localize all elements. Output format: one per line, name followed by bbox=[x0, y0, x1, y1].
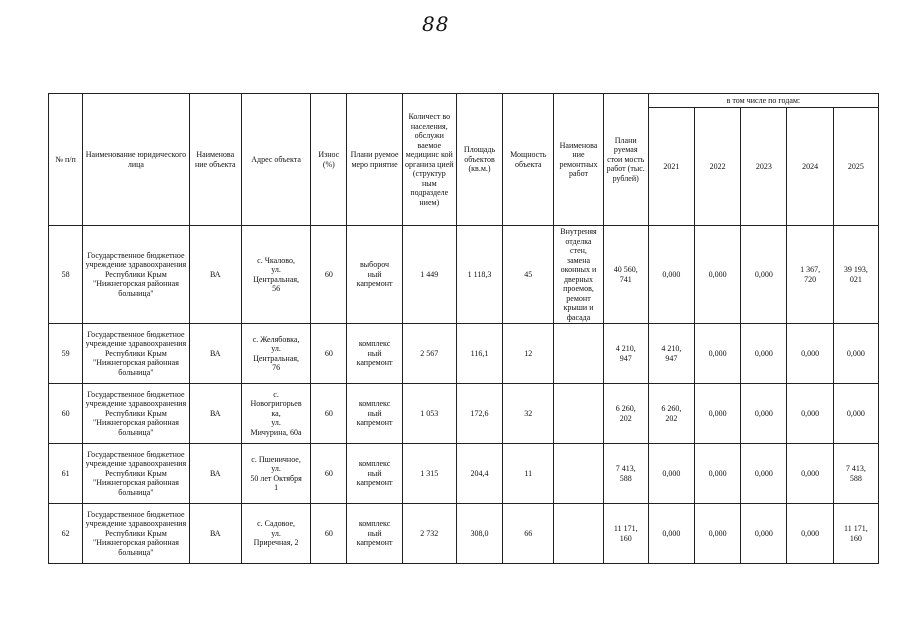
cell-year-2021: 0,000 bbox=[648, 444, 694, 504]
header-wear: Износ (%) bbox=[311, 94, 347, 226]
cell-object-name: ВА bbox=[189, 504, 241, 564]
cell-wear: 60 bbox=[311, 504, 347, 564]
cell-capacity: 11 bbox=[503, 444, 554, 504]
cell-year-2024: 0,000 bbox=[787, 444, 833, 504]
cell-repair-name: Внутреняя отделка стен, замена оконных и дверных проемов, ремонт крыши и фасада bbox=[554, 226, 603, 324]
header-capacity: Мощность объекта bbox=[503, 94, 554, 226]
cell-year-2025: 11 171, 160 bbox=[833, 504, 878, 564]
cell-measure: комплекс ный капремонт bbox=[347, 324, 402, 384]
header-year: 2022 bbox=[695, 108, 741, 226]
page-number: 88 bbox=[422, 12, 450, 36]
cell-address: с. Пшеничное, ул. 50 лет Октября 1 bbox=[241, 444, 310, 504]
cell-wear: 60 bbox=[311, 384, 347, 444]
cell-address: с. Садовое, ул. Приречная, 2 bbox=[241, 504, 310, 564]
cell-year-2024: 0,000 bbox=[787, 324, 833, 384]
cell-repair-name bbox=[554, 504, 603, 564]
cell-year-2022: 0,000 bbox=[695, 504, 741, 564]
cell-object-name: ВА bbox=[189, 384, 241, 444]
cell-population: 2 567 bbox=[402, 324, 456, 384]
header-num: № п/п bbox=[49, 94, 83, 226]
cell-org: Государственное бюджетное учреждение здравоохранения Республики Крым "Нижнегорская районная больница" bbox=[83, 444, 190, 504]
cell-cost: 40 560, 741 bbox=[603, 226, 648, 324]
cell-org: Государственное бюджетное учреждение здравоохранения Республики Крым "Нижнегорская районная больница" bbox=[83, 384, 190, 444]
cell-address: с. Чкалово, ул. Центральная, 56 bbox=[241, 226, 310, 324]
cell-year-2021: 0,000 bbox=[648, 504, 694, 564]
cell-area: 1 118,3 bbox=[456, 226, 502, 324]
header-org: Наименование юридического лица bbox=[83, 94, 190, 226]
header-year: 2021 bbox=[648, 108, 694, 226]
cell-year-2025: 0,000 bbox=[833, 324, 878, 384]
cell-population: 1 053 bbox=[402, 384, 456, 444]
cell-year-2025: 39 193, 021 bbox=[833, 226, 878, 324]
header-measure: Плани руемое меро приятие bbox=[347, 94, 402, 226]
cell-repair-name bbox=[554, 324, 603, 384]
cell-year-2021: 4 210, 947 bbox=[648, 324, 694, 384]
cell-object-name: ВА bbox=[189, 226, 241, 324]
cell-object-name: ВА bbox=[189, 324, 241, 384]
cell-measure: комплекс ный капремонт bbox=[347, 444, 402, 504]
cell-num: 61 bbox=[49, 444, 83, 504]
header-by-years: в том числе по годам: bbox=[648, 94, 878, 108]
cell-cost: 6 260, 202 bbox=[603, 384, 648, 444]
cell-area: 308,0 bbox=[456, 504, 502, 564]
cell-year-2024: 0,000 bbox=[787, 504, 833, 564]
repair-plan-table bbox=[48, 93, 879, 564]
cell-num: 60 bbox=[49, 384, 83, 444]
cell-num: 59 bbox=[49, 324, 83, 384]
cell-wear: 60 bbox=[311, 444, 347, 504]
cell-year-2022: 0,000 bbox=[695, 384, 741, 444]
cell-year-2021: 6 260, 202 bbox=[648, 384, 694, 444]
cell-year-2025: 0,000 bbox=[833, 384, 878, 444]
table-row bbox=[49, 324, 879, 384]
cell-repair-name bbox=[554, 444, 603, 504]
cell-year-2023: 0,000 bbox=[741, 444, 787, 504]
cell-area: 116,1 bbox=[456, 324, 502, 384]
cell-year-2023: 0,000 bbox=[741, 384, 787, 444]
cell-num: 58 bbox=[49, 226, 83, 324]
header-population: Количест во населения, обслужи ваемое медицинс кой организа цией (структур ным подразделе нием) bbox=[402, 94, 456, 226]
header-object-name: Наименова ние объекта bbox=[189, 94, 241, 226]
cell-year-2022: 0,000 bbox=[695, 324, 741, 384]
cell-capacity: 66 bbox=[503, 504, 554, 564]
cell-year-2022: 0,000 bbox=[695, 444, 741, 504]
cell-year-2024: 1 367, 720 bbox=[787, 226, 833, 324]
cell-org: Государственное бюджетное учреждение здравоохранения Республики Крым "Нижнегорская районная больница" bbox=[83, 324, 190, 384]
cell-year-2023: 0,000 bbox=[741, 504, 787, 564]
cell-org: Государственное бюджетное учреждение здравоохранения Республики Крым "Нижнегорская районная больница" bbox=[83, 504, 190, 564]
table-row bbox=[49, 384, 879, 444]
cell-wear: 60 bbox=[311, 226, 347, 324]
cell-population: 2 732 bbox=[402, 504, 456, 564]
cell-measure: комплекс ный капремонт bbox=[347, 384, 402, 444]
cell-measure: выбороч ный капремонт bbox=[347, 226, 402, 324]
cell-num: 62 bbox=[49, 504, 83, 564]
cell-measure: комплекс ный капремонт bbox=[347, 504, 402, 564]
cell-population: 1 449 bbox=[402, 226, 456, 324]
cell-population: 1 315 bbox=[402, 444, 456, 504]
header-year: 2023 bbox=[741, 108, 787, 226]
cell-cost: 4 210, 947 bbox=[603, 324, 648, 384]
cell-area: 204,4 bbox=[456, 444, 502, 504]
header-repair-name: Наименова ние ремонтных работ bbox=[554, 94, 603, 226]
cell-object-name: ВА bbox=[189, 444, 241, 504]
table-row bbox=[49, 226, 879, 324]
header-cost: Плани руемая стои мость работ (тыс. рублей) bbox=[603, 94, 648, 226]
cell-capacity: 32 bbox=[503, 384, 554, 444]
header-year: 2024 bbox=[787, 108, 833, 226]
cell-wear: 60 bbox=[311, 324, 347, 384]
cell-address: с. Новогригорьев ка, ул. Мичурина, 60а bbox=[241, 384, 310, 444]
header-row-top bbox=[49, 94, 879, 108]
table-row bbox=[49, 444, 879, 504]
cell-year-2024: 0,000 bbox=[787, 384, 833, 444]
cell-cost: 7 413, 588 bbox=[603, 444, 648, 504]
cell-year-2023: 0,000 bbox=[741, 324, 787, 384]
table-row bbox=[49, 504, 879, 564]
cell-year-2021: 0,000 bbox=[648, 226, 694, 324]
header-year: 2025 bbox=[833, 108, 878, 226]
cell-area: 172,6 bbox=[456, 384, 502, 444]
cell-org: Государственное бюджетное учреждение здравоохранения Республики Крым "Нижнегорская районная больница" bbox=[83, 226, 190, 324]
cell-cost: 11 171, 160 bbox=[603, 504, 648, 564]
cell-address: с. Желябовка, ул. Центральная, 76 bbox=[241, 324, 310, 384]
cell-year-2022: 0,000 bbox=[695, 226, 741, 324]
header-address: Адрес объекта bbox=[241, 94, 310, 226]
cell-capacity: 45 bbox=[503, 226, 554, 324]
header-area: Площадь объектов (кв.м.) bbox=[456, 94, 502, 226]
cell-repair-name bbox=[554, 384, 603, 444]
cell-capacity: 12 bbox=[503, 324, 554, 384]
cell-year-2023: 0,000 bbox=[741, 226, 787, 324]
cell-year-2025: 7 413, 588 bbox=[833, 444, 878, 504]
